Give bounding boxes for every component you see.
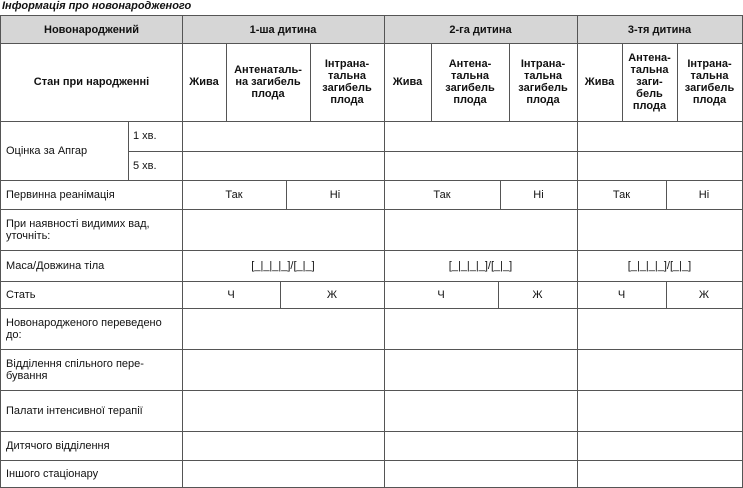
child3-resuscitation-no[interactable]: Ні xyxy=(698,188,710,201)
header-child-3: 3-тя дитина xyxy=(577,16,742,43)
child3-rooming-in-field[interactable] xyxy=(577,349,742,390)
child2-icu-field[interactable] xyxy=(384,390,577,431)
child2-resuscitation-no[interactable]: Ні xyxy=(533,188,544,201)
child2-sex-female[interactable]: Ж xyxy=(532,288,543,301)
child1-defects-field[interactable] xyxy=(182,209,384,250)
transfer-other-hospital-label: Іншого стаціонару xyxy=(6,467,99,480)
grid-line xyxy=(0,250,743,251)
header-child-1: 1-ша дитина xyxy=(182,16,384,43)
grid-line xyxy=(431,43,432,121)
child2-mass-length-field[interactable]: [_|_|_|_]/[_|_] xyxy=(448,259,513,272)
child3-transfer-field[interactable] xyxy=(577,308,742,349)
grid-line xyxy=(384,15,385,488)
transfer-children-dept-label: Дитячого відділення xyxy=(6,439,110,452)
grid-line xyxy=(0,43,743,44)
child1-other-hospital-field[interactable] xyxy=(182,460,384,487)
child2-apgar-5min-field[interactable] xyxy=(384,151,577,180)
grid-line xyxy=(498,281,499,308)
header-newborn: Новонароджений xyxy=(1,16,182,43)
child2-rooming-in-field[interactable] xyxy=(384,349,577,390)
child1-sex-female[interactable]: Ж xyxy=(326,288,338,301)
child3-sex-female[interactable]: Ж xyxy=(698,288,710,301)
grid-line xyxy=(286,180,287,209)
child3-alive: Жива xyxy=(584,76,615,88)
child3-mass-length-field[interactable]: [_|_|_|_]/[_|_] xyxy=(627,259,692,272)
child1-children-dept-field[interactable] xyxy=(182,431,384,460)
grid-line xyxy=(577,15,578,488)
apgar-1min-label: 1 хв. xyxy=(133,130,157,142)
child3-children-dept-field[interactable] xyxy=(577,431,742,460)
grid-line xyxy=(0,390,743,391)
grid-line xyxy=(0,460,743,461)
grid-line xyxy=(0,15,743,16)
child1-apgar-5min-field[interactable] xyxy=(182,151,384,180)
grid-line xyxy=(666,281,667,308)
header-child-2: 2-га дитина xyxy=(384,16,577,43)
child1-resuscitation-no[interactable]: Ні xyxy=(329,188,341,201)
child1-alive: Жива xyxy=(189,76,219,88)
child1-mass-length-field[interactable]: [_|_|_|_]/[_|_] xyxy=(251,259,315,272)
grid-line xyxy=(128,151,743,152)
grid-line xyxy=(310,43,311,121)
grid-line xyxy=(677,43,678,121)
child1-apgar-1min-field[interactable] xyxy=(182,121,384,151)
grid-line xyxy=(0,349,743,350)
child2-resuscitation-yes[interactable]: Так xyxy=(433,188,451,201)
state-at-birth-label: Стан при народженні xyxy=(33,76,150,88)
child3-resuscitation-yes[interactable]: Так xyxy=(612,188,631,201)
child3-apgar-1min-field[interactable] xyxy=(577,121,742,151)
child3-sex-male[interactable]: Ч xyxy=(617,288,626,301)
grid-line xyxy=(0,431,743,432)
grid-line xyxy=(182,15,183,488)
child3-defects-field[interactable] xyxy=(577,209,742,250)
child2-transfer-field[interactable] xyxy=(384,308,577,349)
transfer-icu-label: Палати інтенсивної терапії xyxy=(6,404,143,417)
child2-children-dept-field[interactable] xyxy=(384,431,577,460)
child2-sex-male[interactable]: Ч xyxy=(437,288,445,301)
apgar-label: Оцінка за Апгар xyxy=(6,144,88,157)
sex-label: Стать xyxy=(6,288,36,301)
child2-alive: Жива xyxy=(392,76,423,88)
resuscitation-label: Первинна реанімація xyxy=(6,188,115,201)
grid-line xyxy=(666,180,667,209)
child1-resuscitation-yes[interactable]: Так xyxy=(225,188,243,201)
grid-line xyxy=(0,308,743,309)
child3-intrapartum-death: Інтрана- тальна загибель плода xyxy=(684,58,735,106)
form-caption: Інформація про новонародженого xyxy=(2,0,192,12)
grid-line xyxy=(0,121,743,122)
transfer-label: Новонародженого переведено до: xyxy=(6,316,162,341)
child2-other-hospital-field[interactable] xyxy=(384,460,577,487)
grid-line xyxy=(0,281,743,282)
child2-intrapartum-death: Інтрана- тальна загибель плода xyxy=(518,58,568,106)
grid-line xyxy=(0,15,1,488)
grid-line xyxy=(226,43,227,121)
mass-length-label: Маса/Довжина тіла xyxy=(6,259,105,272)
child2-apgar-1min-field[interactable] xyxy=(384,121,577,151)
grid-line xyxy=(0,209,743,210)
child2-defects-field[interactable] xyxy=(384,209,577,250)
child3-apgar-5min-field[interactable] xyxy=(577,151,742,180)
child3-other-hospital-field[interactable] xyxy=(577,460,742,487)
child2-antenatal-death: Антена- тальна загибель плода xyxy=(445,58,495,106)
child3-icu-field[interactable] xyxy=(577,390,742,431)
child1-rooming-in-field[interactable] xyxy=(182,349,384,390)
child3-antenatal-death: Антена- тальна заги- бель плода xyxy=(628,52,671,112)
transfer-rooming-in-label: Відділення спільного пере- бування xyxy=(6,357,144,382)
grid-line xyxy=(128,121,129,180)
grid-line xyxy=(0,180,743,181)
grid-line xyxy=(500,180,501,209)
apgar-5min-label: 5 хв. xyxy=(133,159,157,172)
child1-icu-field[interactable] xyxy=(182,390,384,431)
grid-line xyxy=(622,43,623,121)
child1-antenatal-death: Антенаталь- на загибель плода xyxy=(234,64,302,100)
child1-intrapartum-death: Інтрана- тальна загибель плода xyxy=(322,58,372,106)
grid-line xyxy=(280,281,281,308)
defects-label: При наявності видимих вад, уточніть: xyxy=(6,217,150,242)
child1-transfer-field[interactable] xyxy=(182,308,384,349)
grid-line xyxy=(509,43,510,121)
child1-sex-male[interactable]: Ч xyxy=(227,288,235,301)
